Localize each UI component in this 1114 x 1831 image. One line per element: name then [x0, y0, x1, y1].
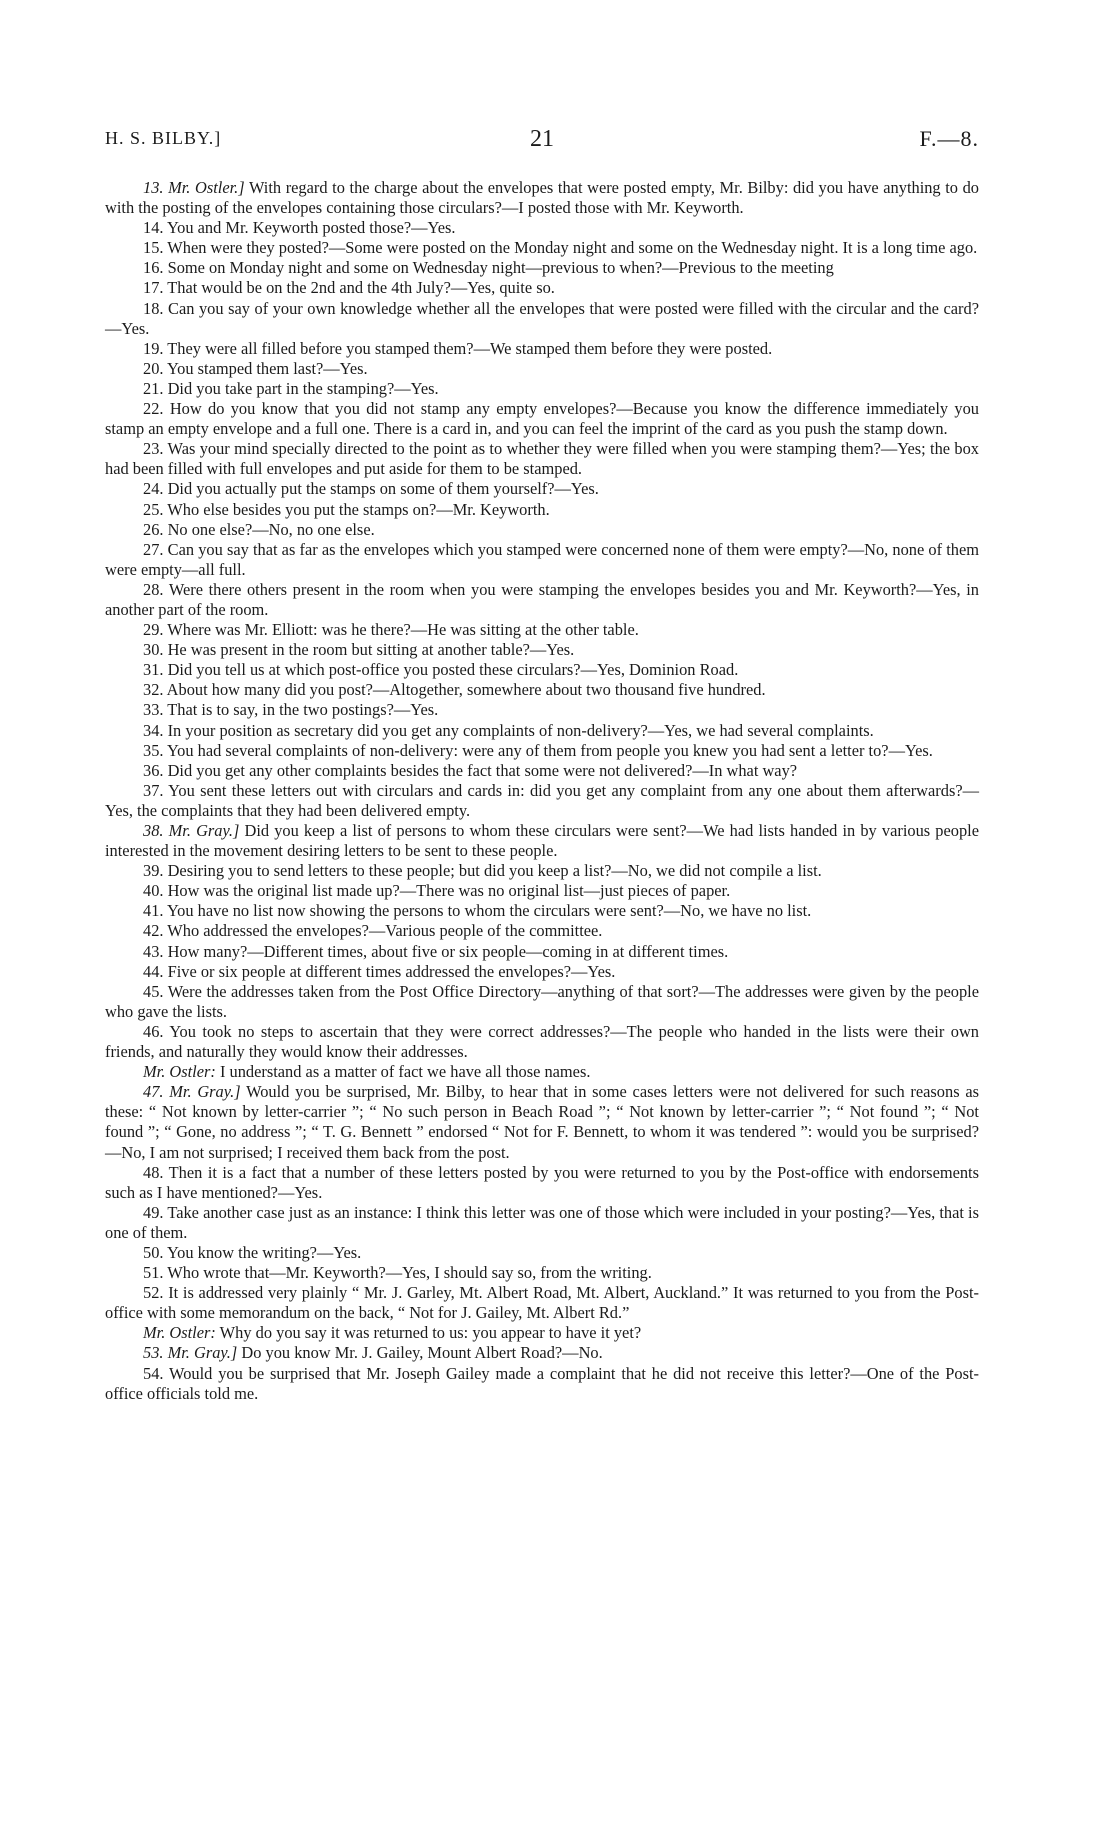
speaker-label: 53. Mr. Gray.] — [143, 1343, 238, 1363]
testimony-paragraph — [105, 680, 979, 700]
speaker-label: 38. Mr. Gray.] — [143, 821, 240, 840]
paragraph-text: 30. He was present in the room but sitting at another table?—Yes. — [143, 640, 575, 660]
testimony-paragraph — [105, 901, 979, 921]
testimony-paragraph — [105, 1062, 979, 1082]
testimony-paragraph — [105, 1283, 979, 1323]
paragraph-text: I understand as a matter of fact we have all those names. — [219, 1062, 591, 1082]
testimony-body — [105, 178, 979, 1404]
testimony-paragraph — [105, 921, 979, 941]
page-number: 21 — [530, 126, 554, 152]
paragraph-text: 43. How many?—Different times, about five or six people—coming in at different times. — [143, 941, 729, 961]
paragraph-text: 52. It is addressed very plainly “ Mr. J. Garley, Mt. Albert Road, Mt. Albert, Auckland.” It was returned to you from the Post-office with some memorandum on the back, “ Not for J. Gailey, Mt. Albert Rd.” — [105, 1283, 979, 1323]
testimony-paragraph — [105, 721, 979, 741]
testimony-paragraph — [105, 640, 979, 660]
testimony-paragraph — [105, 741, 979, 761]
testimony-paragraph — [105, 942, 979, 962]
testimony-paragraph — [105, 1203, 979, 1243]
paragraph-text: 45. Were the addresses taken from the Post Office Directory—anything of that sort?—The addresses were given by the people who gave the lists. — [105, 981, 979, 1021]
paragraph-text: 22. How do you know that you did not stamp any empty envelopes?—Because you know the difference immediately you stamp an empty envelope and a full one. There is a card in, and you can feel the imprint of the card as you push the stamp down. — [105, 399, 979, 439]
paragraph-text: 48. Then it is a fact that a number of these letters posted by you were returned to you by the Post-office with endorsements such as I have mentioned?—Yes. — [105, 1162, 979, 1202]
testimony-paragraph — [105, 479, 979, 499]
testimony-paragraph — [105, 339, 979, 359]
document-reference: F.—8. — [919, 126, 979, 151]
testimony-paragraph — [105, 500, 979, 520]
testimony-paragraph — [105, 700, 979, 720]
paragraph-text: 40. How was the original list made up?—There was no original list—just pieces of paper. — [143, 881, 731, 901]
paragraph-text: 23. Was your mind specially directed to the point as to whether they were filled when you were stamping them?—Yes; the box had been filled with full envelopes and put aside for them to be stamped. — [105, 439, 979, 479]
paragraph-text: 24. Did you actually put the stamps on some of them yourself?—Yes. — [143, 479, 599, 499]
paragraph-text: 29. Where was Mr. Elliott: was he there?—He was sitting at the other table. — [143, 620, 639, 640]
testimony-paragraph — [105, 520, 979, 540]
paragraph-text: With regard to the charge about the envelopes that were posted empty, Mr. Bilby: did you have anything to do with the posting of the envelopes containing those circulars?—I posted those with Mr. Keyworth. — [105, 178, 979, 218]
paragraph-text: 15. When were they posted?—Some were posted on the Monday night and some on the Wednesday night. It is a long time ago. — [143, 238, 978, 258]
testimony-paragraph — [105, 178, 979, 218]
paragraph-text: 14. You and Mr. Keyworth posted those?—Yes. — [143, 218, 456, 238]
testimony-paragraph — [105, 1364, 979, 1404]
paragraph-text: Did you keep a list of persons to whom these circulars were sent?—We had lists handed in by various people interested in the movement desiring letters to be sent to these people. — [105, 821, 979, 861]
testimony-paragraph — [105, 1163, 979, 1203]
paragraph-text: 51. Who wrote that—Mr. Keyworth?—Yes, I should say so, from the writing. — [143, 1263, 652, 1283]
paragraph-text: 37. You sent these letters out with circulars and cards in: did you get any complaint from any one about them afterwards?—Yes, the complaints that they had been delivered empty. — [105, 780, 979, 820]
testimony-paragraph — [105, 1243, 979, 1263]
page-header — [105, 126, 979, 156]
testimony-paragraph — [105, 580, 979, 620]
testimony-paragraph — [105, 982, 979, 1022]
testimony-paragraph — [105, 781, 979, 821]
paragraph-text: 17. That would be on the 2nd and the 4th July?—Yes, quite so. — [143, 278, 555, 298]
paragraph-text: 42. Who addressed the envelopes?—Various people of the committee. — [143, 921, 603, 941]
paragraph-text: 41. You have no list now showing the persons to whom the circulars were sent?—No, we have no list. — [143, 901, 812, 921]
paragraph-text: Do you know Mr. J. Gailey, Mount Albert Road?—No. — [241, 1343, 603, 1363]
paragraph-text: 34. In your position as secretary did you get any complaints of non-delivery?—Yes, we had several complaints. — [143, 720, 874, 740]
paragraph-text: 20. You stamped them last?—Yes. — [143, 358, 368, 378]
paragraph-text: 21. Did you take part in the stamping?—Yes. — [143, 378, 439, 398]
speaker-label: 13. Mr. Ostler.] — [143, 178, 245, 197]
speaker-label: 47. Mr. Gray.] — [143, 1082, 241, 1102]
testimony-paragraph — [105, 359, 979, 379]
testimony-paragraph — [105, 439, 979, 479]
paragraph-text: 36. Did you get any other complaints besides the fact that some were not delivered?—In what way? — [143, 760, 798, 780]
paragraph-text: 50. You know the writing?—Yes. — [143, 1242, 362, 1262]
paragraph-text: Why do you say it was returned to us: you appear to have it yet? — [219, 1323, 642, 1343]
testimony-paragraph — [105, 660, 979, 680]
speaker-label: Mr. Ostler: — [143, 1062, 216, 1082]
paragraph-text: 31. Did you tell us at which post-office you posted these circulars?—Yes, Dominion Road. — [143, 660, 739, 680]
paragraph-text: 46. You took no steps to ascertain that they were correct addresses?—The people who handed in the lists were their own friends, and naturally they would know their addresses. — [105, 1021, 979, 1062]
testimony-paragraph — [105, 1263, 979, 1283]
testimony-paragraph — [105, 1082, 979, 1162]
testimony-paragraph — [105, 962, 979, 982]
paragraph-text: 18. Can you say of your own knowledge whether all the envelopes that were posted were filled with the circular and the card?—Yes. — [105, 298, 979, 338]
paragraph-text: 49. Take another case just as an instance: I think this letter was one of those which were included in your posting?—Yes, that is one of them. — [105, 1202, 979, 1242]
testimony-paragraph — [105, 1343, 979, 1363]
testimony-paragraph — [105, 881, 979, 901]
speaker-label: Mr. Ostler: — [143, 1323, 216, 1343]
paragraph-text: 33. That is to say, in the two postings?—Yes. — [143, 700, 439, 720]
testimony-paragraph — [105, 540, 979, 580]
paragraph-text: 39. Desiring you to send letters to these people; but did you keep a list?—No, we did not compile a list. — [143, 861, 822, 881]
paragraph-text: 44. Five or six people at different times addressed the envelopes?—Yes. — [143, 961, 616, 981]
paragraph-text: 25. Who else besides you put the stamps on?—Mr. Keyworth. — [143, 499, 550, 519]
testimony-paragraph — [105, 379, 979, 399]
paragraph-text: 32. About how many did you post?—Altogether, somewhere about two thousand five hundred. — [143, 680, 766, 700]
witness-name: H. S. BILBY.] — [105, 128, 222, 148]
paragraph-text: 54. Would you be surprised that Mr. Joseph Gailey made a complaint that he did not receive this letter?—One of the Post-office officials told me. — [105, 1363, 979, 1403]
testimony-paragraph — [105, 761, 979, 781]
testimony-paragraph — [105, 258, 979, 278]
testimony-paragraph — [105, 861, 979, 881]
paragraph-text: 26. No one else?—No, no one else. — [143, 519, 375, 539]
testimony-paragraph — [105, 1323, 979, 1343]
paragraph-text: 28. Were there others present in the room when you were stamping the envelopes besides you and Mr. Keyworth?—Yes, in another part of the room. — [105, 579, 979, 619]
paragraph-text: 27. Can you say that as far as the envelopes which you stamped were concerned none of them were empty?—No, none of them were empty—all full. — [105, 539, 979, 579]
paragraph-text: 19. They were all filled before you stamped them?—We stamped them before they were posted. — [143, 338, 773, 358]
testimony-paragraph — [105, 299, 979, 339]
paragraph-text: 35. You had several complaints of non-delivery: were any of them from people you knew you had sent a letter to?—Yes. — [143, 740, 933, 760]
testimony-paragraph — [105, 1022, 979, 1062]
testimony-paragraph — [105, 620, 979, 640]
testimony-paragraph — [105, 821, 979, 861]
testimony-paragraph — [105, 218, 979, 238]
testimony-paragraph — [105, 399, 979, 439]
testimony-paragraph — [105, 238, 979, 258]
paragraph-text: Would you be surprised, Mr. Bilby, to hear that in some cases letters were not delivered for such reasons as these: “ Not known by letter-carrier ”; “ No such person in Beach Road ”; “ Not known by letter-carrier ”; “ Not found ”; “ Not found ”; “ Gone, no address ”; “ T. G. Bennett ” endorsed “ Not for F. Bennett, to whom it was tendered ”: would you be surprised?—No, I am not surprised; I received them back from the post. — [105, 1082, 979, 1162]
paragraph-text: 16. Some on Monday night and some on Wednesday night—previous to when?—Previous to the meeting — [143, 258, 834, 278]
testimony-paragraph — [105, 278, 979, 298]
